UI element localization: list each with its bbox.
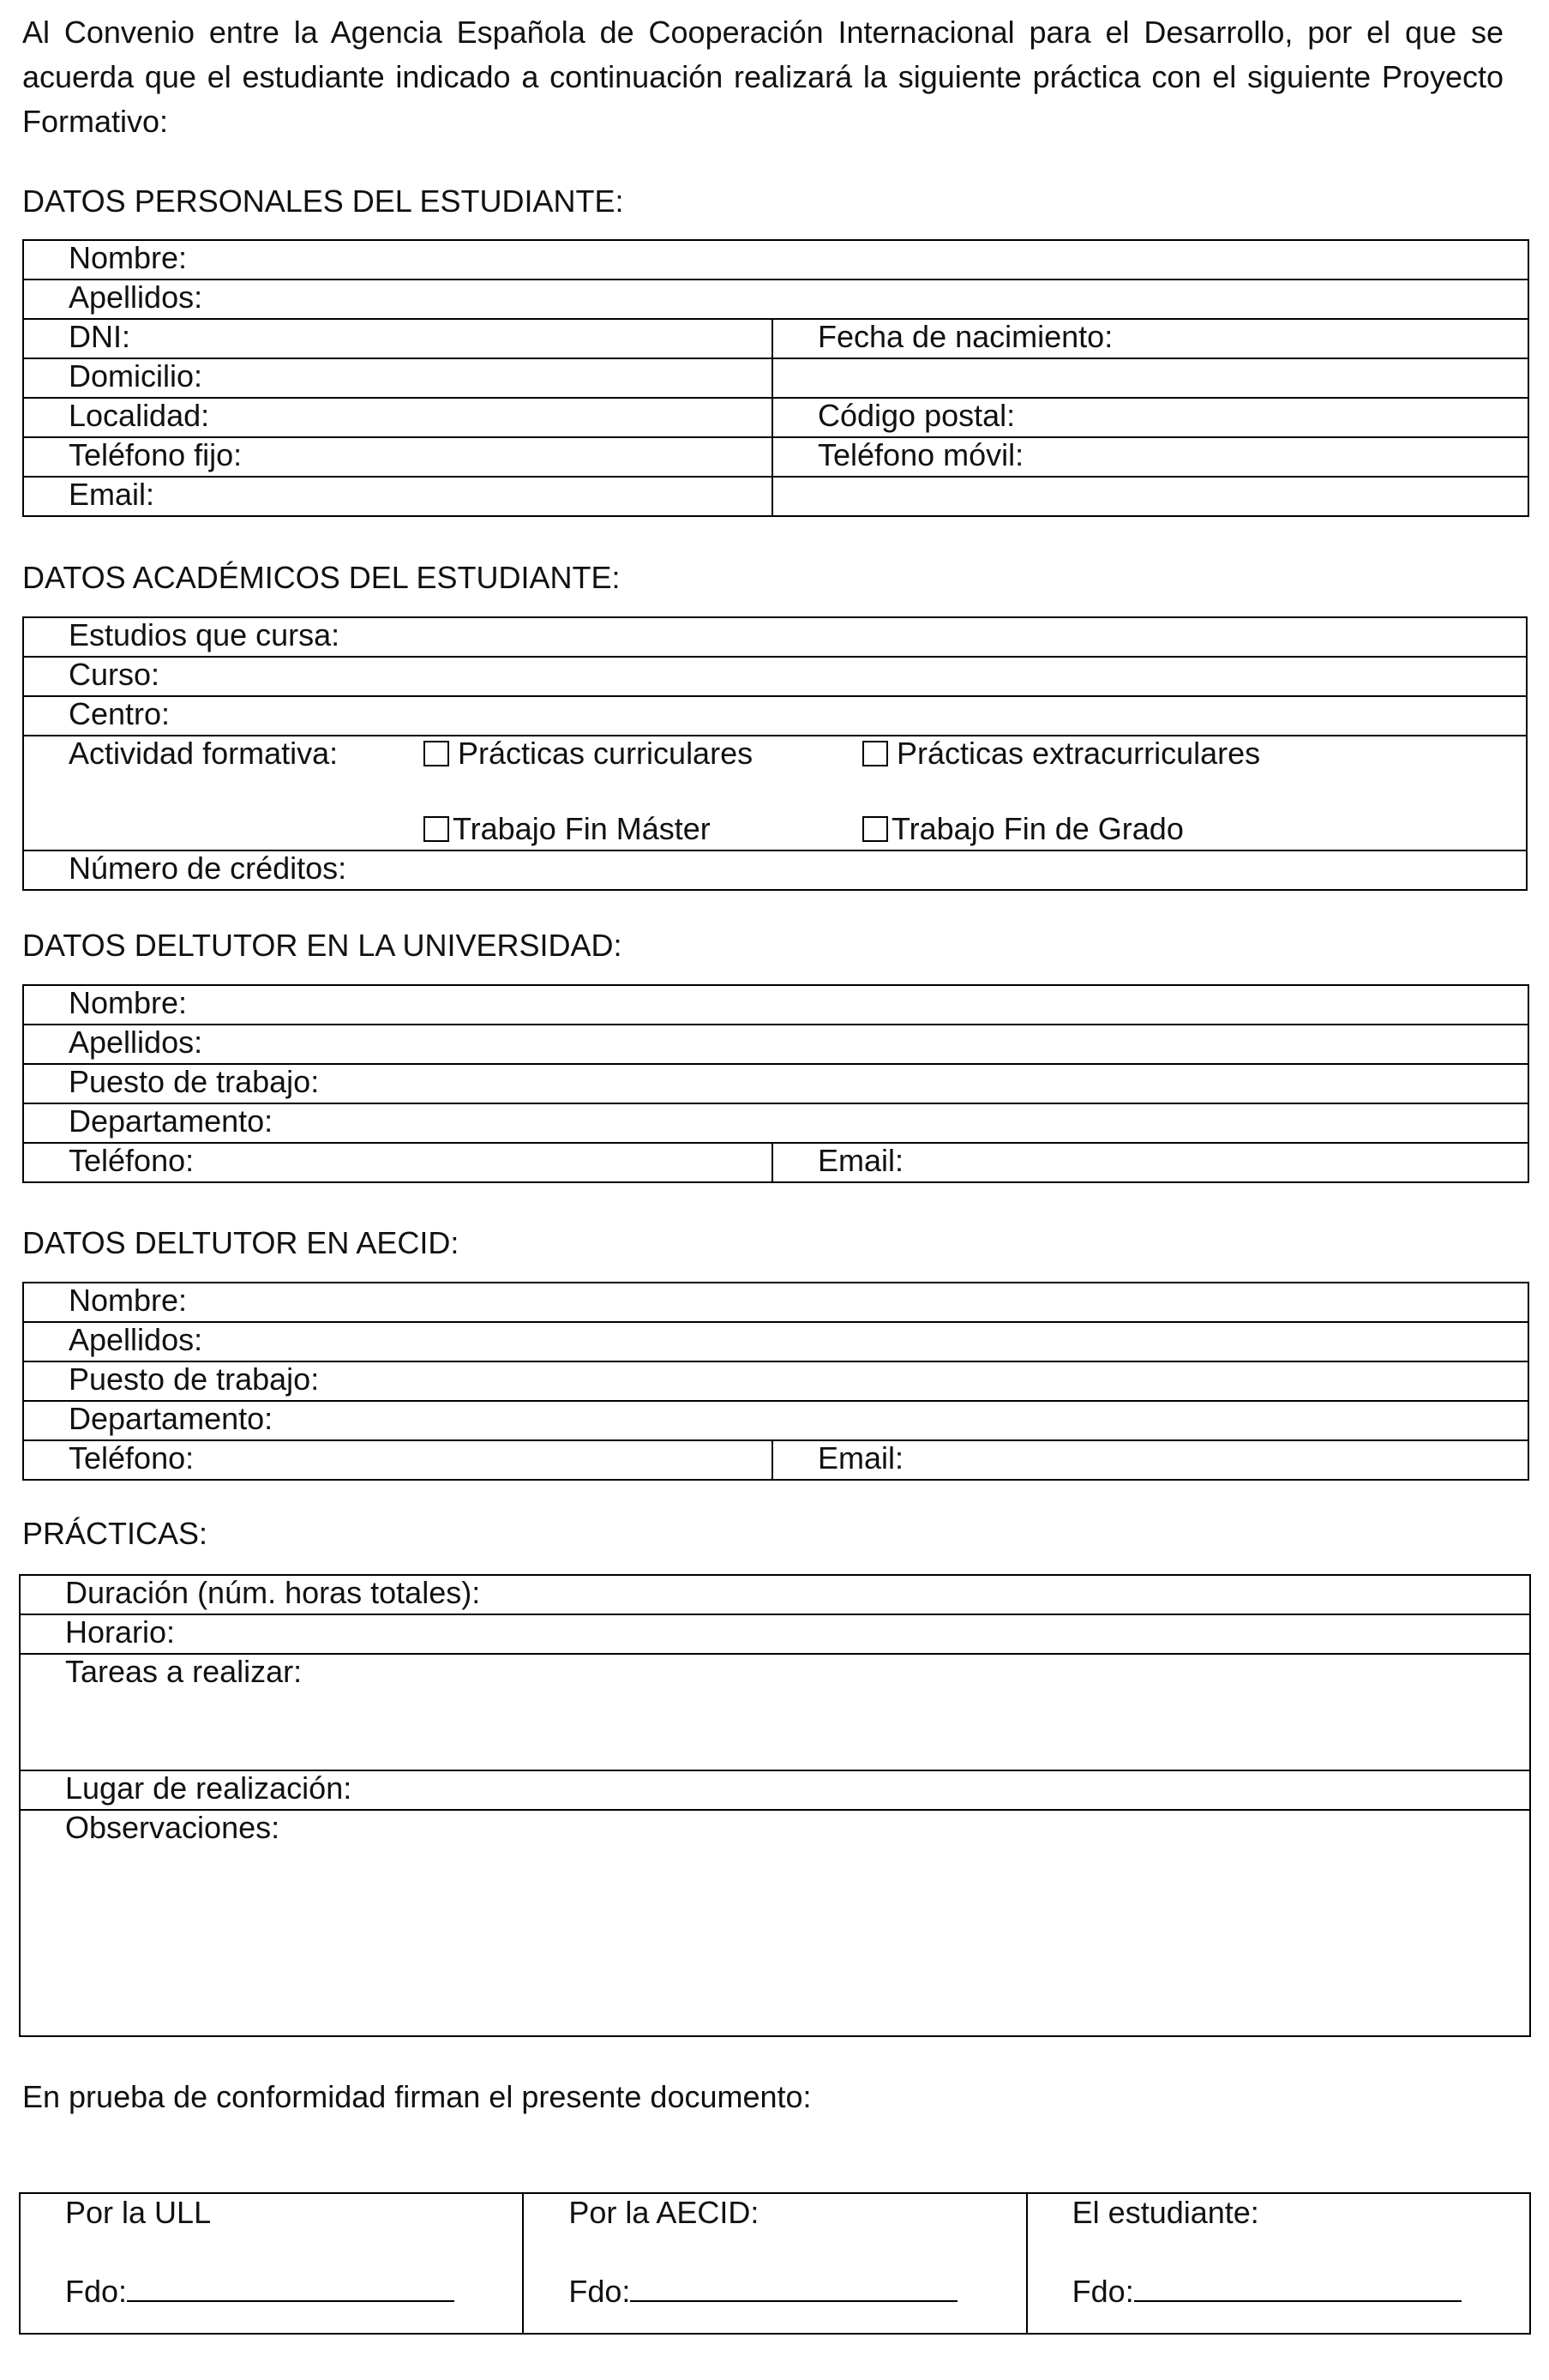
table-row xyxy=(23,1025,1528,1064)
table-row xyxy=(20,1654,1530,1770)
tutor-universidad-table xyxy=(22,984,1529,1183)
academic-data-table xyxy=(22,616,1528,891)
signature-ull-cell[interactable] xyxy=(20,2193,523,2334)
signature-table xyxy=(19,2192,1531,2335)
codigo-postal-field[interactable]: Código postal: xyxy=(772,398,1528,437)
table-row xyxy=(23,398,1528,437)
table-row xyxy=(23,358,1528,398)
table-row xyxy=(23,736,1527,850)
signature-estudiante-fdo xyxy=(1072,2271,1529,2309)
signature-line[interactable] xyxy=(127,2271,454,2302)
personal-section-title: DATOS PERSONALES DEL ESTUDIANTE: xyxy=(22,183,624,219)
signature-estudiante-label: El estudiante: xyxy=(1072,2195,1259,2230)
signature-estudiante-cell[interactable] xyxy=(1027,2193,1530,2334)
tutor-puesto-field[interactable]: Puesto de trabajo: xyxy=(23,1064,1528,1103)
aecid-telefono-field[interactable]: Teléfono: xyxy=(23,1440,772,1480)
observaciones-field[interactable]: Observaciones: xyxy=(20,1810,1530,2036)
table-row xyxy=(23,657,1527,696)
checkbox-icon[interactable] xyxy=(423,741,449,766)
table-row xyxy=(23,1322,1528,1361)
table-row xyxy=(23,1103,1528,1143)
duracion-field[interactable]: Duración (núm. horas totales): xyxy=(20,1575,1530,1614)
aecid-puesto-field[interactable]: Puesto de trabajo: xyxy=(23,1361,1528,1401)
tutor-nombre-field[interactable]: Nombre: xyxy=(23,985,1528,1025)
lugar-field[interactable]: Lugar de realización: xyxy=(20,1770,1530,1810)
domicilio-field[interactable]: Domicilio: xyxy=(23,358,772,398)
table-row xyxy=(23,1401,1528,1440)
tutor-apellidos-field[interactable]: Apellidos: xyxy=(23,1025,1528,1064)
empty-cell[interactable] xyxy=(772,358,1528,398)
table-row xyxy=(23,240,1528,279)
table-row xyxy=(20,1770,1530,1810)
curso-field[interactable]: Curso: xyxy=(23,657,1527,696)
table-row xyxy=(23,1143,1528,1182)
signature-aecid-fdo xyxy=(568,2271,1025,2309)
option-tfg[interactable] xyxy=(862,812,1184,846)
table-row xyxy=(23,1064,1528,1103)
option-practicas-extracurriculares[interactable] xyxy=(862,736,1260,771)
personal-data-table xyxy=(22,239,1529,517)
fdo-label: Fdo: xyxy=(1072,2274,1134,2309)
creditos-field[interactable]: Número de créditos: xyxy=(23,850,1527,890)
table-row xyxy=(23,279,1528,319)
signature-ull-fdo xyxy=(65,2271,522,2309)
table-row xyxy=(23,1361,1528,1401)
academic-section-title: DATOS ACADÉMICOS DEL ESTUDIANTE: xyxy=(22,560,621,595)
option-label: Trabajo Fin de Grado xyxy=(892,811,1184,846)
aecid-departamento-field[interactable]: Departamento: xyxy=(23,1401,1528,1440)
table-row xyxy=(20,1614,1530,1654)
option-practicas-curriculares[interactable] xyxy=(423,736,753,771)
horario-field[interactable]: Horario: xyxy=(20,1614,1530,1654)
signature-line[interactable] xyxy=(630,2271,958,2302)
fdo-label: Fdo: xyxy=(568,2274,631,2309)
table-row xyxy=(20,2193,1530,2334)
dni-field[interactable]: DNI: xyxy=(23,319,772,358)
empty-cell[interactable] xyxy=(772,477,1528,516)
signature-ull-label: Por la ULL xyxy=(65,2195,212,2230)
intro-paragraph: Al Convenio entre la Agencia Española de Cooperación Internacional para el Desarrollo, por el que se acuerda que el estudiante indicado a continuación realizará la siguiente práctica con el siguiente Proyecto Formativo: xyxy=(22,15,1504,139)
nombre-field[interactable]: Nombre: xyxy=(23,240,1528,279)
table-row xyxy=(20,1575,1530,1614)
table-row xyxy=(23,319,1528,358)
apellidos-field[interactable]: Apellidos: xyxy=(23,279,1528,319)
telefono-fijo-field[interactable]: Teléfono fijo: xyxy=(23,437,772,477)
signature-aecid-label: Por la AECID: xyxy=(568,2195,759,2230)
signature-aecid-cell[interactable] xyxy=(523,2193,1026,2334)
option-label: Trabajo Fin Máster xyxy=(453,811,711,846)
table-row xyxy=(23,850,1527,890)
tutor-aecid-table xyxy=(22,1282,1529,1481)
actividad-formativa-cell xyxy=(23,736,1527,850)
table-row xyxy=(23,437,1528,477)
aecid-apellidos-field[interactable]: Apellidos: xyxy=(23,1322,1528,1361)
option-tfm[interactable] xyxy=(423,812,711,846)
table-row xyxy=(23,1283,1528,1322)
tutor-telefono-field[interactable]: Teléfono: xyxy=(23,1143,772,1182)
aecid-email-field[interactable]: Email: xyxy=(772,1440,1528,1480)
tareas-field[interactable]: Tareas a realizar: xyxy=(20,1654,1530,1770)
table-row xyxy=(23,477,1528,516)
option-label: Prácticas curriculares xyxy=(458,736,753,771)
localidad-field[interactable]: Localidad: xyxy=(23,398,772,437)
tutor-email-field[interactable]: Email: xyxy=(772,1143,1528,1182)
tutor-universidad-section-title: DATOS DELTUTOR EN LA UNIVERSIDAD: xyxy=(22,928,622,963)
fdo-label: Fdo: xyxy=(65,2274,128,2309)
checkbox-icon[interactable] xyxy=(423,816,449,842)
fecha-nacimiento-field[interactable]: Fecha de nacimiento: xyxy=(772,319,1528,358)
practicas-table xyxy=(19,1574,1531,2037)
closing-statement: En prueba de conformidad firman el presente documento: xyxy=(22,2079,812,2114)
tutor-aecid-section-title: DATOS DELTUTOR EN AECID: xyxy=(22,1225,459,1260)
estudios-field[interactable]: Estudios que cursa: xyxy=(23,617,1527,657)
aecid-nombre-field[interactable]: Nombre: xyxy=(23,1283,1528,1322)
checkbox-icon[interactable] xyxy=(862,741,888,766)
table-row xyxy=(20,1810,1530,2036)
option-label: Prácticas extracurriculares xyxy=(897,736,1261,771)
table-row xyxy=(23,696,1527,736)
tutor-departamento-field[interactable]: Departamento: xyxy=(23,1103,1528,1143)
table-row xyxy=(23,1440,1528,1480)
signature-line[interactable] xyxy=(1134,2271,1462,2302)
telefono-movil-field[interactable]: Teléfono móvil: xyxy=(772,437,1528,477)
actividad-formativa-label: Actividad formativa: xyxy=(69,736,339,771)
table-row xyxy=(23,985,1528,1025)
centro-field[interactable]: Centro: xyxy=(23,696,1527,736)
checkbox-icon[interactable] xyxy=(862,816,888,842)
table-row xyxy=(23,617,1527,657)
email-field[interactable]: Email: xyxy=(23,477,772,516)
practicas-section-title: PRÁCTICAS: xyxy=(22,1516,208,1551)
